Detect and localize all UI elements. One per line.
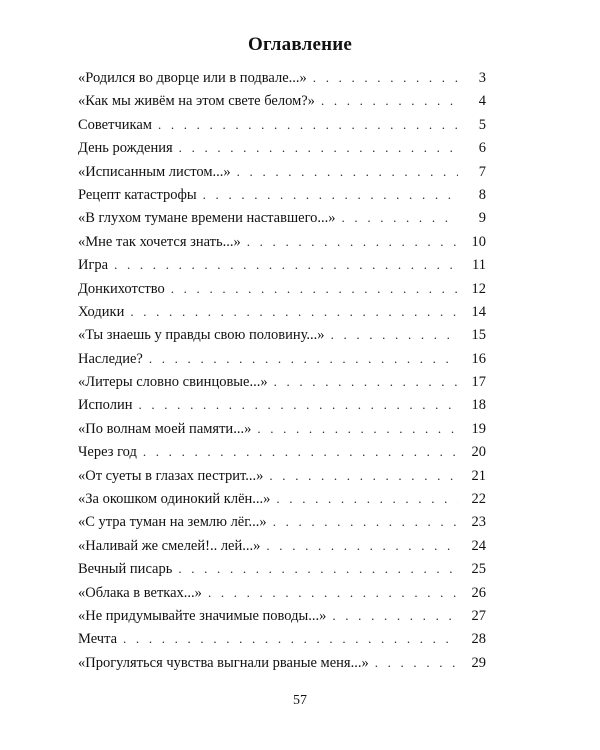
toc-entry-page: 14	[471, 303, 486, 320]
toc-leader-dots	[321, 89, 458, 112]
toc-entry-page: 24	[471, 537, 486, 554]
toc-entry	[78, 89, 486, 112]
toc-leader-dots	[274, 370, 458, 393]
toc-entry-label: «За окошком одинокий клён...»	[78, 488, 276, 511]
toc-entry	[78, 487, 486, 510]
toc-entry-label: «Литеры словно свинцовые...»	[78, 371, 274, 394]
toc-entry-page: 19	[471, 420, 486, 437]
toc-entry-label: Наследие?	[78, 348, 149, 371]
toc-leader-dots	[266, 534, 458, 557]
toc-entry-label: Донкихотство	[78, 278, 171, 301]
toc-entry-label: «По волнам моей памяти...»	[78, 418, 257, 441]
toc-entry-label: Через год	[78, 441, 143, 464]
toc-entry-page: 6	[478, 140, 486, 157]
toc-leader-dots	[247, 230, 458, 253]
toc-entry-page: 15	[471, 327, 486, 344]
toc-entry-page: 4	[478, 93, 486, 110]
toc-entry	[78, 651, 486, 674]
toc-entry-page: 18	[471, 397, 486, 414]
toc-title: Оглавление	[247, 34, 353, 55]
toc-leader-dots	[123, 627, 458, 650]
toc-entry	[78, 206, 486, 229]
toc-entry	[78, 440, 486, 463]
toc-entry-label: «В глухом тумане времени наставшего...»	[78, 207, 342, 230]
toc-leader-dots	[331, 323, 458, 346]
toc-entry-label: «Наливай же смелей!.. лей...»	[78, 535, 266, 558]
toc-leader-dots	[171, 277, 458, 300]
toc-entry	[78, 277, 486, 300]
toc-entry-label: «Родился во дворце или в подвале...»	[78, 67, 313, 90]
toc-leader-dots	[208, 581, 458, 604]
toc-entry-page: 26	[471, 584, 486, 601]
toc-entry-label: День рождения	[78, 137, 179, 160]
toc-entry	[78, 66, 486, 89]
toc-leader-dots	[273, 510, 458, 533]
page-number: 57	[293, 693, 307, 708]
toc-entry	[78, 160, 486, 183]
toc-entry-label: Исполин	[78, 394, 138, 417]
toc-entry	[78, 557, 486, 580]
toc-leader-dots	[178, 557, 458, 580]
toc-leader-dots	[237, 160, 458, 183]
toc-entry	[78, 230, 486, 253]
toc-list	[78, 66, 486, 674]
toc-entry	[78, 534, 486, 557]
toc-entry-page: 3	[478, 70, 486, 86]
toc-entry	[78, 113, 486, 136]
toc-entry	[78, 417, 486, 440]
toc-entry-label: «Исписанным листом...»	[78, 161, 237, 184]
toc-entry-page: 17	[471, 374, 486, 391]
toc-entry-label: «Как мы живём на этом свете белом?»	[78, 90, 321, 113]
toc-entry-page: 21	[471, 467, 486, 484]
toc-entry-label: Советчикам	[78, 114, 158, 137]
toc-leader-dots	[114, 253, 458, 276]
toc-leader-dots	[269, 464, 458, 487]
toc-entry-label: «Прогуляться чувства выгнали рваные меня...»	[78, 652, 375, 675]
toc-entry	[78, 627, 486, 650]
toc-entry-label: Ходики	[78, 301, 130, 324]
toc-entry-label: «Не придумывайте значимые поводы...»	[78, 605, 332, 628]
toc-entry-page: 23	[471, 514, 486, 531]
toc-entry-label: «Мне так хочется знать...»	[78, 231, 247, 254]
toc-entry-page: 16	[471, 350, 486, 367]
toc-entry	[78, 464, 486, 487]
toc-leader-dots	[179, 136, 458, 159]
toc-entry	[78, 510, 486, 533]
toc-entry-page: 8	[478, 186, 486, 203]
toc-entry	[78, 136, 486, 159]
toc-entry-page: 7	[478, 163, 486, 180]
toc-entry	[78, 370, 486, 393]
toc-leader-dots	[149, 347, 458, 370]
toc-entry-page: 9	[478, 210, 486, 227]
toc-entry	[78, 393, 486, 416]
toc-entry	[78, 183, 486, 206]
toc-entry-page: 22	[471, 491, 486, 508]
toc-entry-label: «Облака в ветках...»	[78, 582, 208, 605]
toc-leader-dots	[332, 604, 458, 627]
toc-leader-dots	[276, 487, 458, 510]
toc-entry-page: 29	[471, 654, 486, 671]
toc-entry-page: 20	[471, 444, 486, 461]
toc-entry-label: Мечта	[78, 628, 123, 651]
toc-entry-label: «От суеты в глазах пестрит...»	[78, 465, 269, 488]
toc-entry-page: 12	[471, 280, 486, 297]
toc-entry	[78, 347, 486, 370]
toc-leader-dots	[130, 300, 458, 323]
toc-entry-page: 10	[471, 233, 486, 250]
toc-leader-dots	[313, 66, 458, 89]
toc-entry	[78, 604, 486, 627]
toc-leader-dots	[375, 651, 458, 674]
toc-entry	[78, 300, 486, 323]
toc-entry-page: 28	[471, 631, 486, 648]
toc-entry-label: «Ты знаешь у правды свою половину...»	[78, 324, 331, 347]
toc-entry-page: 25	[471, 561, 486, 578]
toc-leader-dots	[342, 206, 458, 229]
toc-entry-page: 11	[472, 257, 486, 274]
toc-entry	[78, 581, 486, 604]
toc-leader-dots	[257, 417, 458, 440]
toc-leader-dots	[158, 113, 458, 136]
toc-leader-dots	[138, 393, 458, 416]
toc-leader-dots	[203, 183, 458, 206]
toc-entry-page: 5	[478, 116, 486, 133]
toc-leader-dots	[143, 440, 458, 463]
toc-entry-page: 27	[471, 607, 486, 624]
toc-entry	[78, 323, 486, 346]
toc-entry-label: Игра	[78, 254, 114, 277]
toc-entry-label: «С утра туман на землю лёг...»	[78, 511, 273, 534]
toc-entry-label: Вечный писарь	[78, 558, 178, 581]
toc-entry	[78, 253, 486, 276]
toc-entry-label: Рецепт катастрофы	[78, 184, 203, 207]
